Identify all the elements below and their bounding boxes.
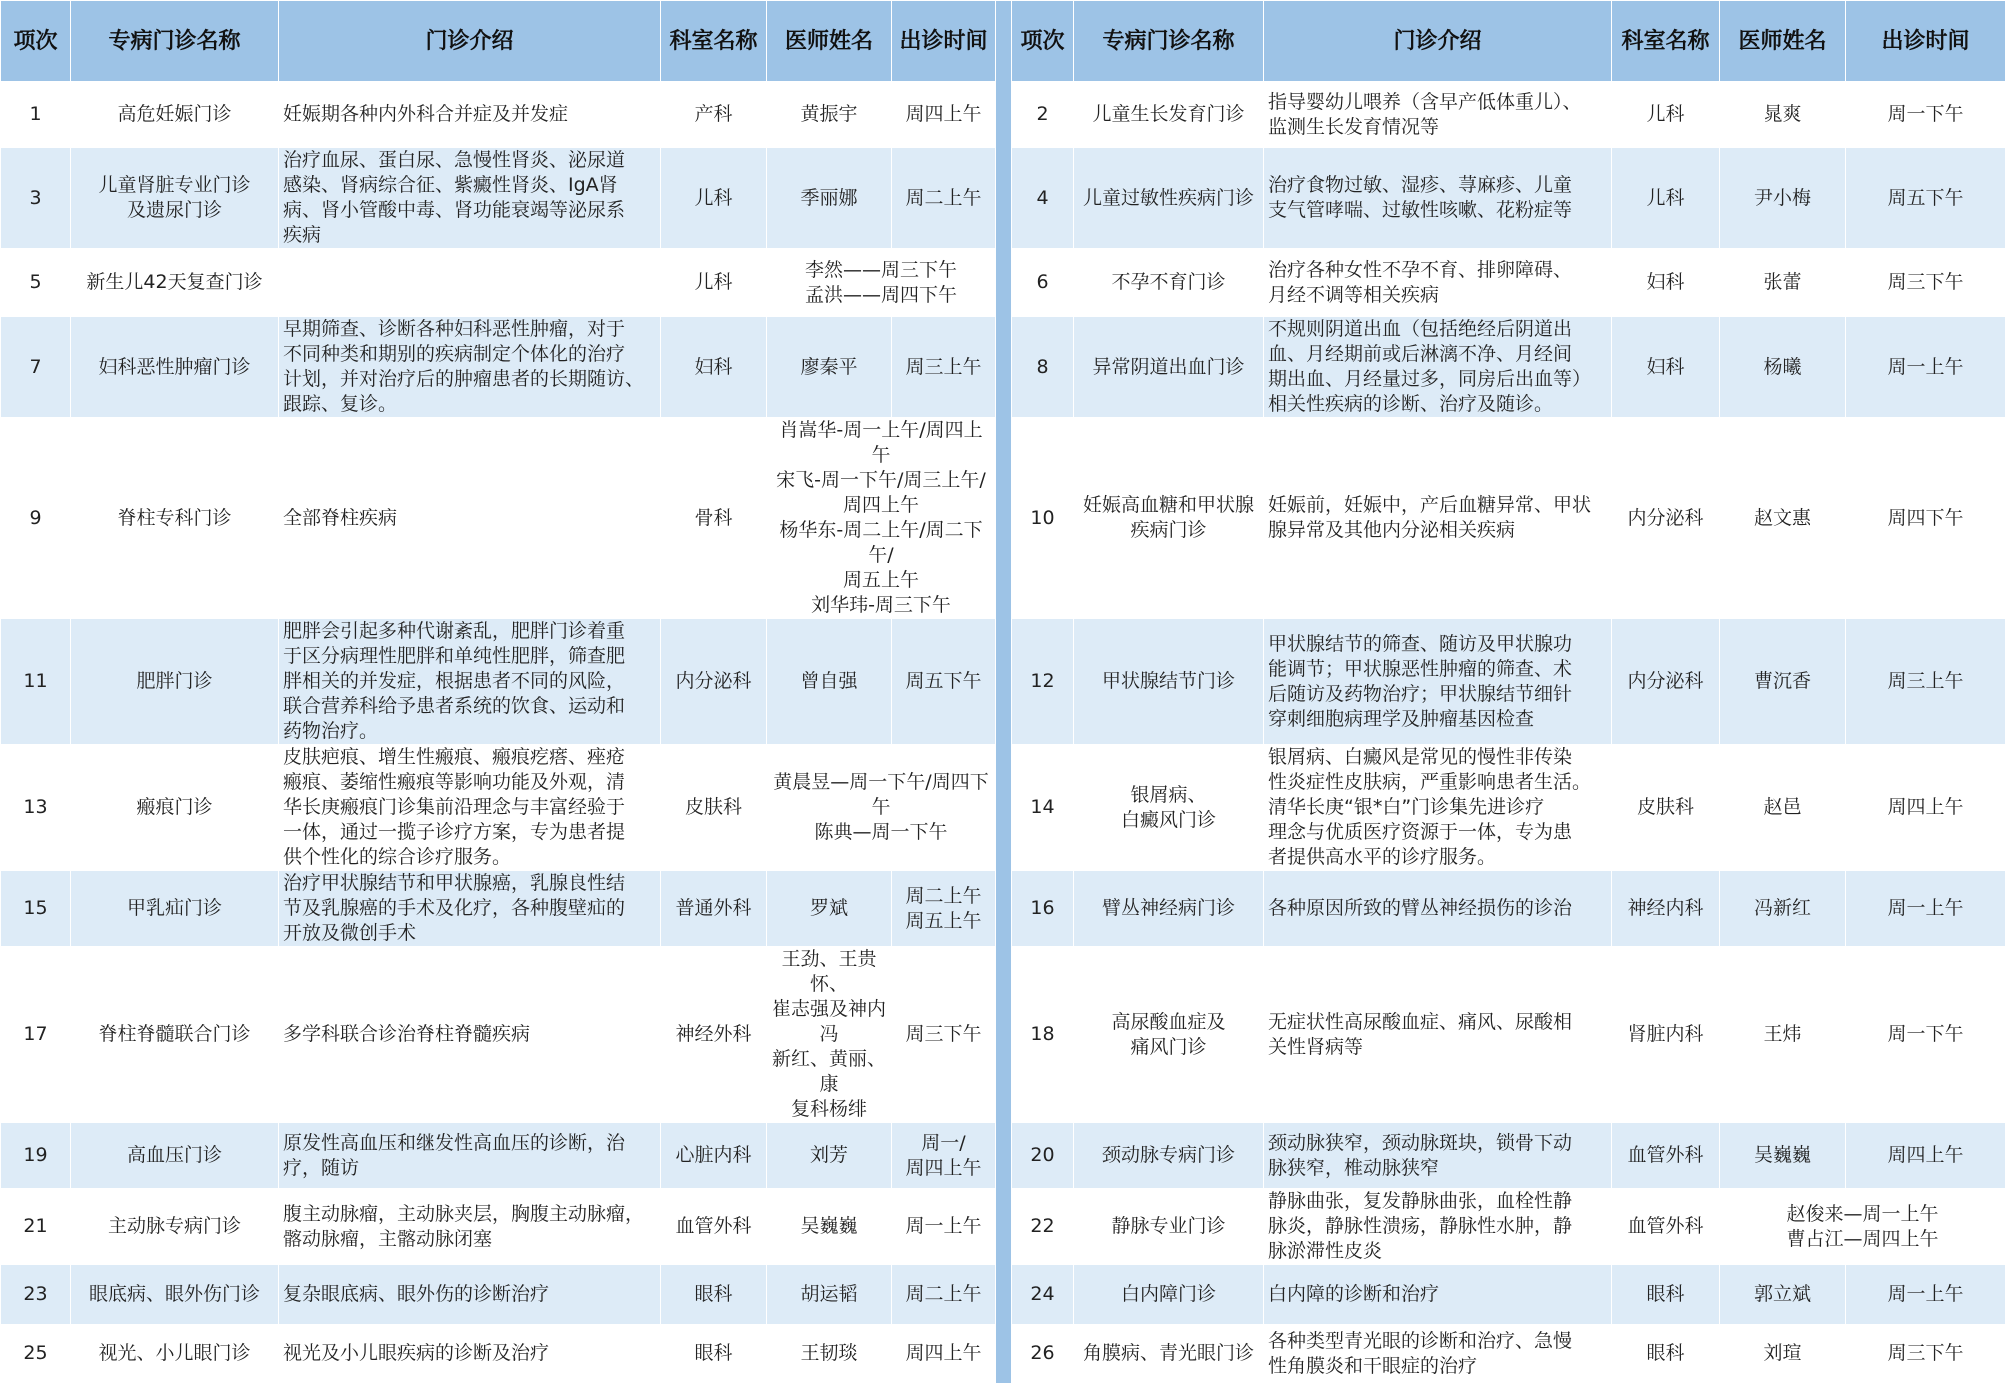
table-row — [1, 1325, 2005, 1383]
header-no: 项次 — [1, 1, 71, 82]
clinic-intro: 多学科联合诊治脊柱脊髓疾病 — [279, 947, 661, 1123]
clinic-intro: 治疗甲状腺结节和甲状腺癌，乳腺良性结 节及乳腺癌的手术及化疗，各种腹壁疝的 开放及微创手术 — [279, 871, 661, 947]
clinic-name: 眼底病、眼外伤门诊 — [71, 1265, 279, 1325]
clinic-name: 白内障门诊 — [1074, 1265, 1264, 1325]
doctor-name: 杨曦 — [1720, 317, 1846, 418]
doctor-name: 张蕾 — [1720, 249, 1846, 317]
department-name: 皮肤科 — [661, 745, 767, 871]
item-number: 15 — [1, 871, 71, 947]
clinic-time: 周三上午 — [892, 317, 996, 418]
clinic-time: 周三下午 — [1846, 249, 2005, 317]
clinic-name: 甲乳疝门诊 — [71, 871, 279, 947]
clinic-name: 高血压门诊 — [71, 1123, 279, 1189]
doctor-name: 曹沉香 — [1720, 619, 1846, 745]
item-number: 26 — [1012, 1325, 1074, 1383]
clinic-name: 银屑病、 白癜风门诊 — [1074, 745, 1264, 871]
clinic-name: 瘢痕门诊 — [71, 745, 279, 871]
clinic-time: 周一上午 — [1846, 317, 2005, 418]
doctor-name: 廖秦平 — [767, 317, 892, 418]
clinic-time: 周一下午 — [1846, 82, 2005, 148]
department-name: 血管外科 — [1612, 1189, 1720, 1265]
department-name: 血管外科 — [1612, 1123, 1720, 1189]
department-name: 妇科 — [1612, 249, 1720, 317]
clinic-name: 臂丛神经病门诊 — [1074, 871, 1264, 947]
clinic-intro: 各种原因所致的臂丛神经损伤的诊治 — [1264, 871, 1612, 947]
doctor-schedule: 赵俊来—周一上午 曹占江—周四上午 — [1720, 1189, 2005, 1265]
clinic-time: 周四上午 — [1846, 1123, 2005, 1189]
clinic-time: 周三下午 — [892, 947, 996, 1123]
department-name: 内分泌科 — [1612, 418, 1720, 619]
clinic-name: 肥胖门诊 — [71, 619, 279, 745]
doctor-name: 赵邑 — [1720, 745, 1846, 871]
doctor-name: 吴巍巍 — [767, 1189, 892, 1265]
clinic-name: 儿童生长发育门诊 — [1074, 82, 1264, 148]
table-row — [1, 1123, 2005, 1189]
item-number: 16 — [1012, 871, 1074, 947]
doctor-schedule: 黄晨昱—周一下午/周四下午 陈典—周一下午 — [767, 745, 996, 871]
clinic-name: 高尿酸血症及 痛风门诊 — [1074, 947, 1264, 1123]
item-number: 3 — [1, 148, 71, 249]
header-time-right: 出诊时间 — [1846, 1, 2005, 82]
clinic-name: 颈动脉专病门诊 — [1074, 1123, 1264, 1189]
department-name: 产科 — [661, 82, 767, 148]
doctor-name: 晁爽 — [1720, 82, 1846, 148]
table-row — [1, 82, 2005, 148]
department-name: 神经外科 — [661, 947, 767, 1123]
header-intro-right: 门诊介绍 — [1264, 1, 1612, 82]
clinic-intro: 原发性高血压和继发性高血压的诊断，治 疗，随访 — [279, 1123, 661, 1189]
doctor-schedule: 肖嵩华-周一上午/周四上午 宋飞-周一下午/周三上午/ 周四上午 杨华东-周二上午/周二下午/ 周五上午 刘华玮-周三下午 — [767, 418, 996, 619]
clinic-intro: 不规则阴道出血（包括绝经后阴道出 血、月经期前或后淋漓不净、月经间 期出血、月经量过多，同房后出血等） 相关性疾病的诊断、治疗及随诊。 — [1264, 317, 1612, 418]
item-number: 6 — [1012, 249, 1074, 317]
item-number: 2 — [1012, 82, 1074, 148]
clinic-intro: 白内障的诊断和治疗 — [1264, 1265, 1612, 1325]
header-name: 专病门诊名称 — [71, 1, 279, 82]
table-row — [1, 148, 2005, 249]
doctor-name: 曾自强 — [767, 619, 892, 745]
department-name: 心脏内科 — [661, 1123, 767, 1189]
item-number: 9 — [1, 418, 71, 619]
doctor-name: 刘瑄 — [1720, 1325, 1846, 1383]
header-dept: 科室名称 — [661, 1, 767, 82]
header-name-right: 专病门诊名称 — [1074, 1, 1264, 82]
clinic-name: 脊柱脊髓联合门诊 — [71, 947, 279, 1123]
header-row — [1, 1, 2005, 82]
clinic-name: 新生儿42天复查门诊 — [71, 249, 279, 317]
clinic-intro: 治疗血尿、蛋白尿、急慢性肾炎、泌尿道 感染、肾病综合征、紫癜性肾炎、IgA肾 病、肾小管酸中毒、肾功能衰竭等泌尿系 疾病 — [279, 148, 661, 249]
item-number: 8 — [1012, 317, 1074, 418]
clinic-intro: 腹主动脉瘤，主动脉夹层，胸腹主动脉瘤， 髂动脉瘤，主髂动脉闭塞 — [279, 1189, 661, 1265]
column-separator — [996, 871, 1012, 947]
clinic-intro: 早期筛查、诊断各种妇科恶性肿瘤，对于 不同种类和期别的疾病制定个体化的治疗 计划，并对治疗后的肿瘤患者的长期随访、 跟踪、复诊。 — [279, 317, 661, 418]
department-name: 眼科 — [1612, 1265, 1720, 1325]
department-name: 儿科 — [1612, 148, 1720, 249]
item-number: 4 — [1012, 148, 1074, 249]
clinic-intro: 皮肤疤痕、增生性瘢痕、瘢痕疙瘩、痤疮 瘢痕、萎缩性瘢痕等影响功能及外观，清 华长庚瘢痕门诊集前沿理念与丰富经验于 一体，通过一揽子诊疗方案，专为患者提 供个性化的综合诊疗服务。 — [279, 745, 661, 871]
department-name: 内分泌科 — [1612, 619, 1720, 745]
clinic-time: 周三上午 — [1846, 619, 2005, 745]
doctor-name: 王劲、王贵怀、 崔志强及神内冯 新红、黄丽、康 复科杨绯 — [767, 947, 892, 1123]
department-name: 儿科 — [1612, 82, 1720, 148]
clinic-intro: 指导婴幼儿喂养（含早产低体重儿）、 监测生长发育情况等 — [1264, 82, 1612, 148]
clinic-name: 不孕不育门诊 — [1074, 249, 1264, 317]
department-name: 儿科 — [661, 249, 767, 317]
department-name: 血管外科 — [661, 1189, 767, 1265]
item-number: 10 — [1012, 418, 1074, 619]
clinic-intro: 治疗食物过敏、湿疹、荨麻疹、儿童 支气管哮喘、过敏性咳嗽、花粉症等 — [1264, 148, 1612, 249]
department-name: 骨科 — [661, 418, 767, 619]
item-number: 12 — [1012, 619, 1074, 745]
clinic-name: 主动脉专病门诊 — [71, 1189, 279, 1265]
column-separator — [996, 619, 1012, 745]
item-number: 18 — [1012, 947, 1074, 1123]
department-name: 眼科 — [661, 1265, 767, 1325]
doctor-name: 郭立斌 — [1720, 1265, 1846, 1325]
doctor-name: 吴巍巍 — [1720, 1123, 1846, 1189]
clinic-intro: 视光及小儿眼疾病的诊断及治疗 — [279, 1325, 661, 1383]
doctor-name: 王韧琰 — [767, 1325, 892, 1383]
clinic-time: 周四上午 — [1846, 745, 2005, 871]
clinic-name: 静脉专业门诊 — [1074, 1189, 1264, 1265]
department-name: 儿科 — [661, 148, 767, 249]
clinic-time: 周一上午 — [1846, 871, 2005, 947]
column-separator — [996, 1, 1012, 82]
clinic-intro — [279, 249, 661, 317]
table-row — [1, 249, 2005, 317]
clinic-intro: 肥胖会引起多种代谢紊乱，肥胖门诊着重 于区分病理性肥胖和单纯性肥胖，筛查肥 胖相关的并发症，根据患者不同的风险， 联合营养科给予患者系统的饮食、运动和 药物治疗。 — [279, 619, 661, 745]
item-number: 24 — [1012, 1265, 1074, 1325]
clinic-time: 周五下午 — [1846, 148, 2005, 249]
clinic-intro: 各种类型青光眼的诊断和治疗、急慢 性角膜炎和干眼症的治疗 — [1264, 1325, 1612, 1383]
clinic-intro: 治疗各种女性不孕不育、排卵障碍、 月经不调等相关疾病 — [1264, 249, 1612, 317]
clinic-time: 周四下午 — [1846, 418, 2005, 619]
clinic-name: 甲状腺结节门诊 — [1074, 619, 1264, 745]
column-separator — [996, 745, 1012, 871]
clinic-time: 周一上午 — [892, 1189, 996, 1265]
clinic-time: 周五下午 — [892, 619, 996, 745]
department-name: 皮肤科 — [1612, 745, 1720, 871]
clinic-time: 周三下午 — [1846, 1325, 2005, 1383]
doctor-name: 黄振宇 — [767, 82, 892, 148]
clinic-intro: 复杂眼底病、眼外伤的诊断治疗 — [279, 1265, 661, 1325]
department-name: 妇科 — [661, 317, 767, 418]
clinic-name: 儿童过敏性疾病门诊 — [1074, 148, 1264, 249]
doctor-name: 刘芳 — [767, 1123, 892, 1189]
item-number: 21 — [1, 1189, 71, 1265]
department-name: 普通外科 — [661, 871, 767, 947]
clinic-intro: 全部脊柱疾病 — [279, 418, 661, 619]
table-row — [1, 745, 2005, 871]
doctor-name: 尹小梅 — [1720, 148, 1846, 249]
doctor-schedule: 李然——周三下午 孟洪——周四下午 — [767, 249, 996, 317]
clinic-name: 儿童肾脏专业门诊 及遗尿门诊 — [71, 148, 279, 249]
header-intro: 门诊介绍 — [279, 1, 661, 82]
doctor-name: 罗斌 — [767, 871, 892, 947]
department-name: 内分泌科 — [661, 619, 767, 745]
doctor-name: 季丽娜 — [767, 148, 892, 249]
doctor-name: 冯新红 — [1720, 871, 1846, 947]
table-row — [1, 947, 2005, 1123]
clinic-name: 脊柱专科门诊 — [71, 418, 279, 619]
department-name: 眼科 — [661, 1325, 767, 1383]
clinic-time: 周二上午 — [892, 1265, 996, 1325]
item-number: 14 — [1012, 745, 1074, 871]
item-number: 19 — [1, 1123, 71, 1189]
item-number: 25 — [1, 1325, 71, 1383]
item-number: 13 — [1, 745, 71, 871]
department-name: 眼科 — [1612, 1325, 1720, 1383]
clinic-time: 周二上午 周五上午 — [892, 871, 996, 947]
item-number: 11 — [1, 619, 71, 745]
clinic-name: 视光、小儿眼门诊 — [71, 1325, 279, 1383]
clinic-intro: 无症状性高尿酸血症、痛风、尿酸相 关性肾病等 — [1264, 947, 1612, 1123]
column-separator — [996, 418, 1012, 619]
department-name: 肾脏内科 — [1612, 947, 1720, 1123]
header-doctor: 医师姓名 — [767, 1, 892, 82]
column-separator — [996, 1325, 1012, 1383]
clinic-time: 周一下午 — [1846, 947, 2005, 1123]
clinic-time: 周二上午 — [892, 148, 996, 249]
clinic-intro: 甲状腺结节的筛查、随访及甲状腺功 能调节；甲状腺恶性肿瘤的筛查、术 后随访及药物治疗；甲状腺结节细针 穿刺细胞病理学及肿瘤基因检查 — [1264, 619, 1612, 745]
doctor-name: 王炜 — [1720, 947, 1846, 1123]
clinic-name: 妇科恶性肿瘤门诊 — [71, 317, 279, 418]
item-number: 23 — [1, 1265, 71, 1325]
clinic-intro: 静脉曲张，复发静脉曲张，血栓性静 脉炎，静脉性溃疡，静脉性水肿，静 脉淤滞性皮炎 — [1264, 1189, 1612, 1265]
doctor-name: 胡运韬 — [767, 1265, 892, 1325]
header-doctor-right: 医师姓名 — [1720, 1, 1846, 82]
doctor-name: 赵文惠 — [1720, 418, 1846, 619]
table-row — [1, 871, 2005, 947]
item-number: 22 — [1012, 1189, 1074, 1265]
clinic-name: 妊娠高血糖和甲状腺 疾病门诊 — [1074, 418, 1264, 619]
column-separator — [996, 82, 1012, 148]
header-no-right: 项次 — [1012, 1, 1074, 82]
clinic-name: 角膜病、青光眼门诊 — [1074, 1325, 1264, 1383]
table-row — [1, 317, 2005, 418]
clinic-name: 异常阴道出血门诊 — [1074, 317, 1264, 418]
column-separator — [996, 1189, 1012, 1265]
column-separator — [996, 249, 1012, 317]
clinic-intro: 银屑病、白癜风是常见的慢性非传染 性炎症性皮肤病，严重影响患者生活。 清华长庚“银*白”门诊集先进诊疗 理念与优质医疗资源于一体，专为患 者提供高水平的诊疗服务。 — [1264, 745, 1612, 871]
clinic-intro: 妊娠期各种内外科合并症及并发症 — [279, 82, 661, 148]
column-separator — [996, 317, 1012, 418]
clinic-time: 周一/ 周四上午 — [892, 1123, 996, 1189]
column-separator — [996, 148, 1012, 249]
clinic-time: 周一上午 — [1846, 1265, 2005, 1325]
item-number: 1 — [1, 82, 71, 148]
column-separator — [996, 947, 1012, 1123]
clinic-intro: 妊娠前，妊娠中，产后血糖异常、甲状 腺异常及其他内分泌相关疾病 — [1264, 418, 1612, 619]
clinic-intro: 颈动脉狭窄，颈动脉斑块，锁骨下动 脉狭窄，椎动脉狭窄 — [1264, 1123, 1612, 1189]
table-row — [1, 418, 2005, 619]
item-number: 5 — [1, 249, 71, 317]
item-number: 20 — [1012, 1123, 1074, 1189]
clinic-time: 周四上午 — [892, 82, 996, 148]
header-time: 出诊时间 — [892, 1, 996, 82]
item-number: 17 — [1, 947, 71, 1123]
table-row — [1, 619, 2005, 745]
clinic-time: 周四上午 — [892, 1325, 996, 1383]
table-row — [1, 1189, 2005, 1265]
department-name: 妇科 — [1612, 317, 1720, 418]
column-separator — [996, 1123, 1012, 1189]
department-name: 神经内科 — [1612, 871, 1720, 947]
clinic-name: 高危妊娠门诊 — [71, 82, 279, 148]
item-number: 7 — [1, 317, 71, 418]
header-dept-right: 科室名称 — [1612, 1, 1720, 82]
